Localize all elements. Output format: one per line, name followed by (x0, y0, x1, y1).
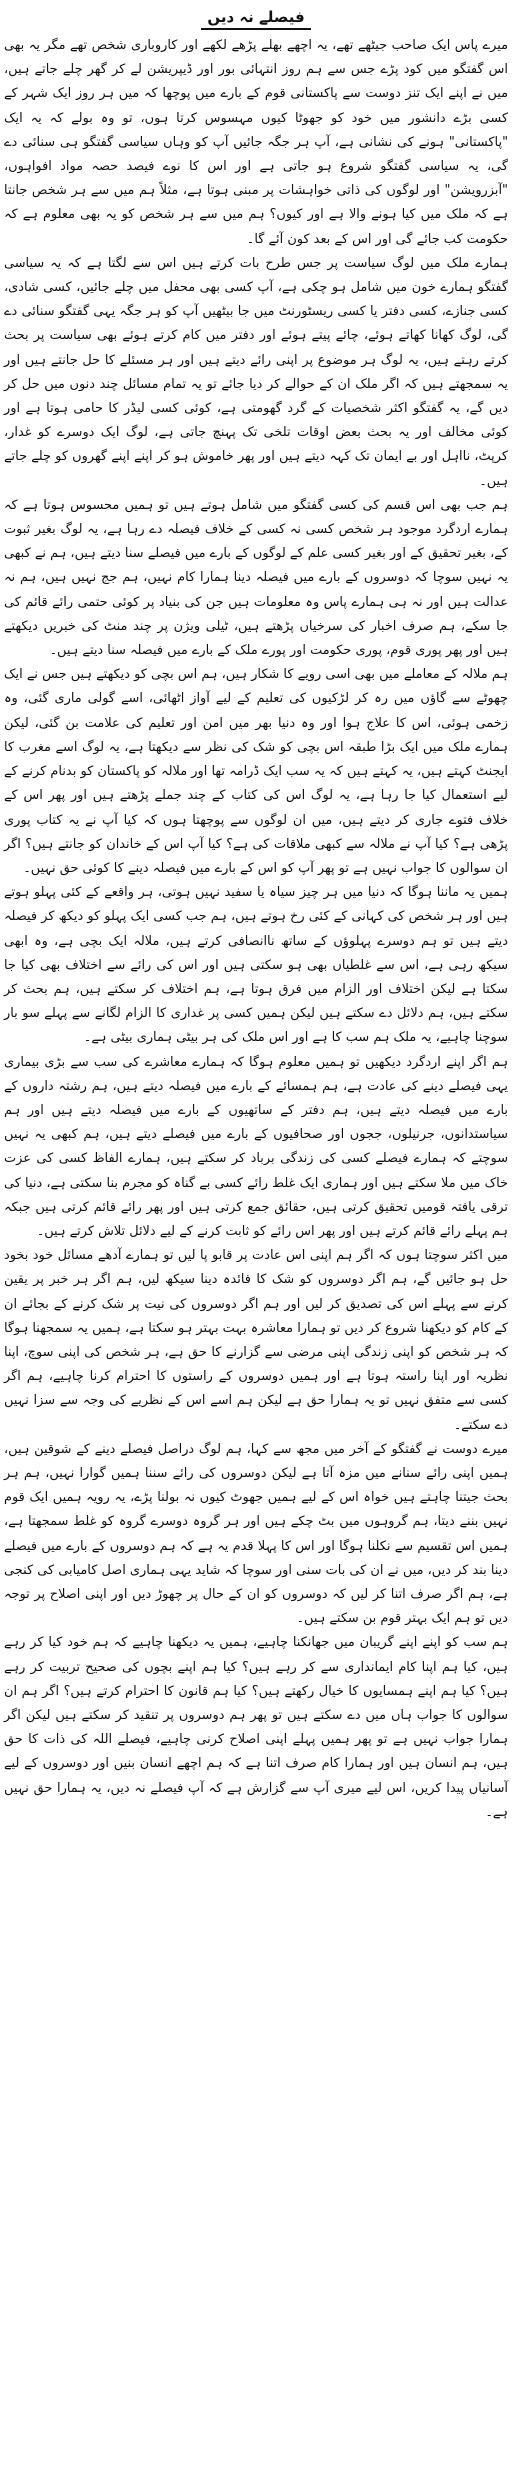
article-paragraph: میرے پاس ایک صاحب جیٹھے تھے، یہ اچھے بھلے پڑھے لکھے اور کاروباری شخص تھے مگر یہ بھی اس گفتگو میں کود پڑے جس سے ہم روز انتہائی بور اور ڈیپریشن لے کر گھر چلے جاتے ہیں، میں نے اپنے ایک تنز دوست سے پاکستانی قوم کے بارے میں پوچھا کہ میں ہر روز ایک شہر کے کسی بڑے دانشور میں خود کو جھوٹا کیوں مہسوس کرتا ہوں، تو وہ بولے کہ یہ ایک "پاکستانی" ہونے کی نشانی ہے، آپ ہر جگہ جائیں آپ کو وہاں سیاسی گفتگو ہی سنائی دے گی، یہ سیاسی گفتگو شروع ہو جاتی ہے اور اس کا نوے فیصد حصہ مواد افواہوں، "آبزرویشن" اور لوگوں کی ذاتی خواہشات پر مبنی ہوتا ہے، مثلاً ہم میں سے ہر شخص جانتا ہے کہ ملک میں کیا ہونے والا ہے اور کیوں؟ ہم میں سے ہر شخص کو یہ بھی معلوم ہے کہ حکومت کب جائے گی اور اس کے بعد کون آئے گا۔ (4, 38, 508, 247)
article-paragraph: ہم جب بھی اس قسم کی کسی گفتگو میں شامل ہوتے ہیں تو ہمیں محسوس ہوتا ہے کہ ہمارے اردگرد موجود ہر شخص کسی نہ کسی کے خلاف فیصلہ دے رہا ہے، یہ لوگ بغیر ثبوت کے، بغیر تحقیق کے اور بغیر کسی علم کے لوگوں کے بارے میں فیصلے سنا دیتے ہیں، ہم نے کبھی یہ نہیں سوچا کہ دوسروں کے بارے میں فیصلہ دینا ہمارا کام نہیں، ہم جج نہیں ہیں، ہم نہ عدالت ہیں اور نہ ہی ہمارے پاس وہ معلومات ہیں جن کی بنیاد پر کوئی حتمی رائے قائم کی جا سکے، ہم صرف اخبار کی سرخیاں پڑھتے ہیں، ٹیلی ویژن پر چند منٹ کی خبریں دیکھتے ہیں اور پھر پوری قوم، پوری حکومت اور پورے ملک کے بارے میں فیصلہ سنا دیتے ہیں۔ (4, 497, 508, 659)
article-paragraph: ہمیں یہ ماننا ہوگا کہ دنیا میں ہر چیز سیاہ یا سفید نہیں ہوتی، ہر واقعے کے کئی پہلو ہوتے ہیں اور ہر شخص کی کہانی کے کئی رخ ہوتے ہیں، ہم جب کسی ایک پہلو کو دیکھ کر فیصلہ دیتے ہیں تو ہم دوسرے پہلوؤں کے ساتھ ناانصافی کرتے ہیں، ملالہ ایک بچی ہے، وہ ابھی سیکھ رہی ہے، اس سے غلطیاں بھی ہو سکتی ہیں اور اس کی رائے سے اختلاف بھی کیا جا سکتا ہے لیکن اختلاف اور الزام میں فرق ہوتا ہے، ہم اختلاف کر سکتے ہیں، ہم بحث کر سکتے ہیں، ہم دلائل دے سکتے ہیں لیکن ہمیں کسی پر غداری کا الزام لگانے سے پہلے سو بار سوچنا چاہیے، یہ ملک ہم سب کا ہے اور اس ملک کی ہر بیٹی ہماری بیٹی ہے۔ (4, 885, 508, 1046)
article-title (4, 6, 508, 28)
article-paragraph: ہم ملالہ کے معاملے میں بھی اسی رویے کا شکار ہیں، ہم اس بچی کو دیکھتے ہیں جس نے ایک چھوٹے سے گاؤں میں رہ کر لڑکیوں کی تعلیم کے لیے آواز اٹھائی، اسے گولی ماری گئی، وہ زخمی ہوئی، اس کا علاج ہوا اور وہ دنیا بھر میں امن اور تعلیم کی علامت بن گئی، لیکن ہمارے ملک میں ایک بڑا طبقہ اس بچی کو شک کی نظر سے دیکھتا ہے، یہ لوگ اسے مغرب کا ایجنٹ کہتے ہیں، یہ کہتے ہیں کہ یہ سب ایک ڈرامہ تھا اور ملالہ کو پاکستان کو بدنام کرنے کے لیے استعمال کیا جا رہا ہے، یہ لوگ اس کی کتاب کے چند جملے پڑھتے ہیں اور پھر اس کے خلاف فتوے جاری کر دیتے ہیں، میں ان لوگوں سے پوچھتا ہوں کہ کیا آپ نے یہ کتاب پوری پڑھی ہے؟ کیا آپ نے ملالہ سے کبھی ملاقات کی ہے؟ کیا آپ اس کے خاندان کو جانتے ہیں؟ اگر ان سوالوں کا جواب نہیں ہے تو پھر آپ کو اس کے بارے میں فیصلہ دینے کا کوئی حق نہیں۔ (4, 667, 508, 876)
article-paragraph: ہم سب کو اپنے اپنے گریبان میں جھانکنا چاہیے، ہمیں یہ دیکھنا چاہیے کہ ہم خود کیا کر رہے ہیں، کیا ہم اپنا کام ایمانداری سے کر رہے ہیں؟ کیا ہم اپنے بچوں کی صحیح تربیت کر رہے ہیں؟ کیا ہم اپنے ہمسایوں کا خیال رکھتے ہیں؟ کیا ہم قانون کا احترام کرتے ہیں؟ اگر ہم ان سوالوں کا جواب ہاں میں دے سکتے ہیں تو پھر ہم دوسروں پر تنقید کر سکتے ہیں لیکن اگر ہمارا جواب نہیں ہے تو پھر ہمیں پہلے اپنی اصلاح کرنی چاہیے، فیصلے اللہ کی ذات کا حق ہیں، ہم انسان ہیں اور ہمارا کام صرف اتنا ہے کہ ہم اچھے انسان بنیں اور دوسروں کے لیے آسانیاں پیدا کریں، اس لیے میری آپ سے گزارش ہے کہ آپ فیصلے نہ دیں، یہ ہمارا حق نہیں ہے۔ (4, 1635, 508, 1820)
article-paragraph: ہمارے ملک میں لوگ سیاست پر جس طرح بات کرتے ہیں اس سے لگتا ہے کہ یہ سیاسی گفتگو ہمارے خون میں شامل ہو چکی ہے، آپ کسی بھی محفل میں چلے جائیں، کسی شادی، کسی جنازے، کسی دفتر یا کسی ریسٹورنٹ میں جا بیٹھیں آپ کو ہر جگہ یہی گفتگو سنائی دے گی، لوگ کھانا کھاتے ہوئے، چائے پیتے ہوئے اور دفتر میں کام کرتے ہوئے بھی سیاست پر بحث کرتے رہتے ہیں، یہ لوگ ہر موضوع پر اپنی رائے دیتے ہیں اور ہر مسئلے کا حل جانتے ہیں اور یہ سمجھتے ہیں کہ اگر ملک ان کے حوالے کر دیا جائے تو یہ تمام مسائل چند دنوں میں حل کر دیں گے، یہ گفتگو اکثر شخصیات کے گرد گھومتی ہے، کوئی کسی لیڈر کا حامی ہوتا ہے اور کوئی مخالف اور یہ بحث بعض اوقات تلخی تک پہنچ جاتی ہے، لوگ ایک دوسرے کو غدار، کرپٹ، نااہل اور بے ایمان تک کہہ دیتے ہیں اور پھر خاموش ہو کر اپنے اپنے گھروں کو چلے جاتے ہیں۔ (4, 255, 508, 489)
article-paragraph: میں اکثر سوچتا ہوں کہ اگر ہم اپنی اس عادت پر قابو پا لیں تو ہمارے آدھے مسائل خود بخود حل ہو جائیں گے، ہم اگر دوسروں کو شک کا فائدہ دینا سیکھ لیں، ہم اگر ہر خبر پر یقین کرنے سے پہلے اس کی تصدیق کر لیں اور ہم اگر دوسروں کی نیت پر شک کرنے کے بجائے ان کے کام کو دیکھنا شروع کر دیں تو ہمارا معاشرہ بہت بہتر ہو سکتا ہے، ہمیں یہ سمجھنا ہوگا کہ ہر شخص کو اپنی زندگی اپنی مرضی سے گزارنے کا حق ہے، ہر شخص کی اپنی سوچ، اپنا نظریہ اور اپنا راستہ ہوتا ہے اور ہمیں دوسروں کے راستوں کا احترام کرنا چاہیے، ہم اگر کسی سے متفق نہیں تو یہ ہمارا حق ہے لیکن ہم اسے اس کے نظریے کی وجہ سے سزا نہیں دے سکتے۔ (4, 1248, 508, 1433)
article-paragraph: میرے دوست نے گفتگو کے آخر میں مجھ سے کہا، ہم لوگ دراصل فیصلے دینے کے شوقین ہیں، ہمیں اپنی رائے سنانے میں مزہ آتا ہے لیکن دوسروں کی رائے سننا ہمیں گوارا نہیں، ہم ہر بحث جیتنا چاہتے ہیں خواہ اس کے لیے ہمیں جھوٹ کیوں نہ بولنا پڑے، یہ رویہ ہمیں ایک قوم نہیں بننے دیتا، ہم گروہوں میں بٹ چکے ہیں اور ہر گروہ دوسرے گروہ کو غلط سمجھتا ہے، ہمیں اس تقسیم سے نکلنا ہوگا اور اس کا پہلا قدم یہ ہے کہ ہم دوسروں کے بارے میں فیصلے دینا بند کر دیں، میں نے ان کی بات سنی اور سوچا کہ شاید یہی ہماری اصل کامیابی کی کنجی ہے، ہم اگر صرف اتنا کر لیں کہ دوسروں کو ان کے حال پر چھوڑ دیں اور اپنی اصلاح پر توجہ دیں تو ہم ایک بہتر قوم بن سکتے ہیں۔ (4, 1441, 508, 1627)
article-body (4, 34, 508, 1825)
article-paragraph: ہم اگر اپنے اردگرد دیکھیں تو ہمیں معلوم ہوگا کہ ہمارے معاشرے کی سب سے بڑی بیماری یہی فیصلے دینے کی عادت ہے، ہم ہمسائے کے بارے میں فیصلہ دیتے ہیں، ہم رشتہ داروں کے بارے میں فیصلہ دیتے ہیں، ہم دفتر کے ساتھیوں کے بارے میں فیصلہ دیتے ہیں اور ہم سیاستدانوں، جرنیلوں، ججوں اور صحافیوں کے بارے میں فیصلے دیتے ہیں، ہم کبھی یہ نہیں سوچتے کہ ہمارے فیصلے کسی کی زندگی برباد کر سکتے ہیں، ہمارے الفاظ کسی کی عزت خاک میں ملا سکتے ہیں اور ہماری ایک غلط رائے کسی بے گناہ کو مجرم بنا سکتی ہے، دنیا کی ترقی یافتہ قومیں تحقیق کرتی ہیں، حقائق جمع کرتی ہیں اور پھر رائے قائم کرتی ہیں جبکہ ہم پہلے رائے قائم کرتے ہیں اور پھر اس رائے کو ثابت کرنے کے لیے دلائل تلاش کرتے ہیں۔ (4, 1054, 508, 1239)
article-title-text: فیصلے نہ دیں (201, 8, 310, 30)
